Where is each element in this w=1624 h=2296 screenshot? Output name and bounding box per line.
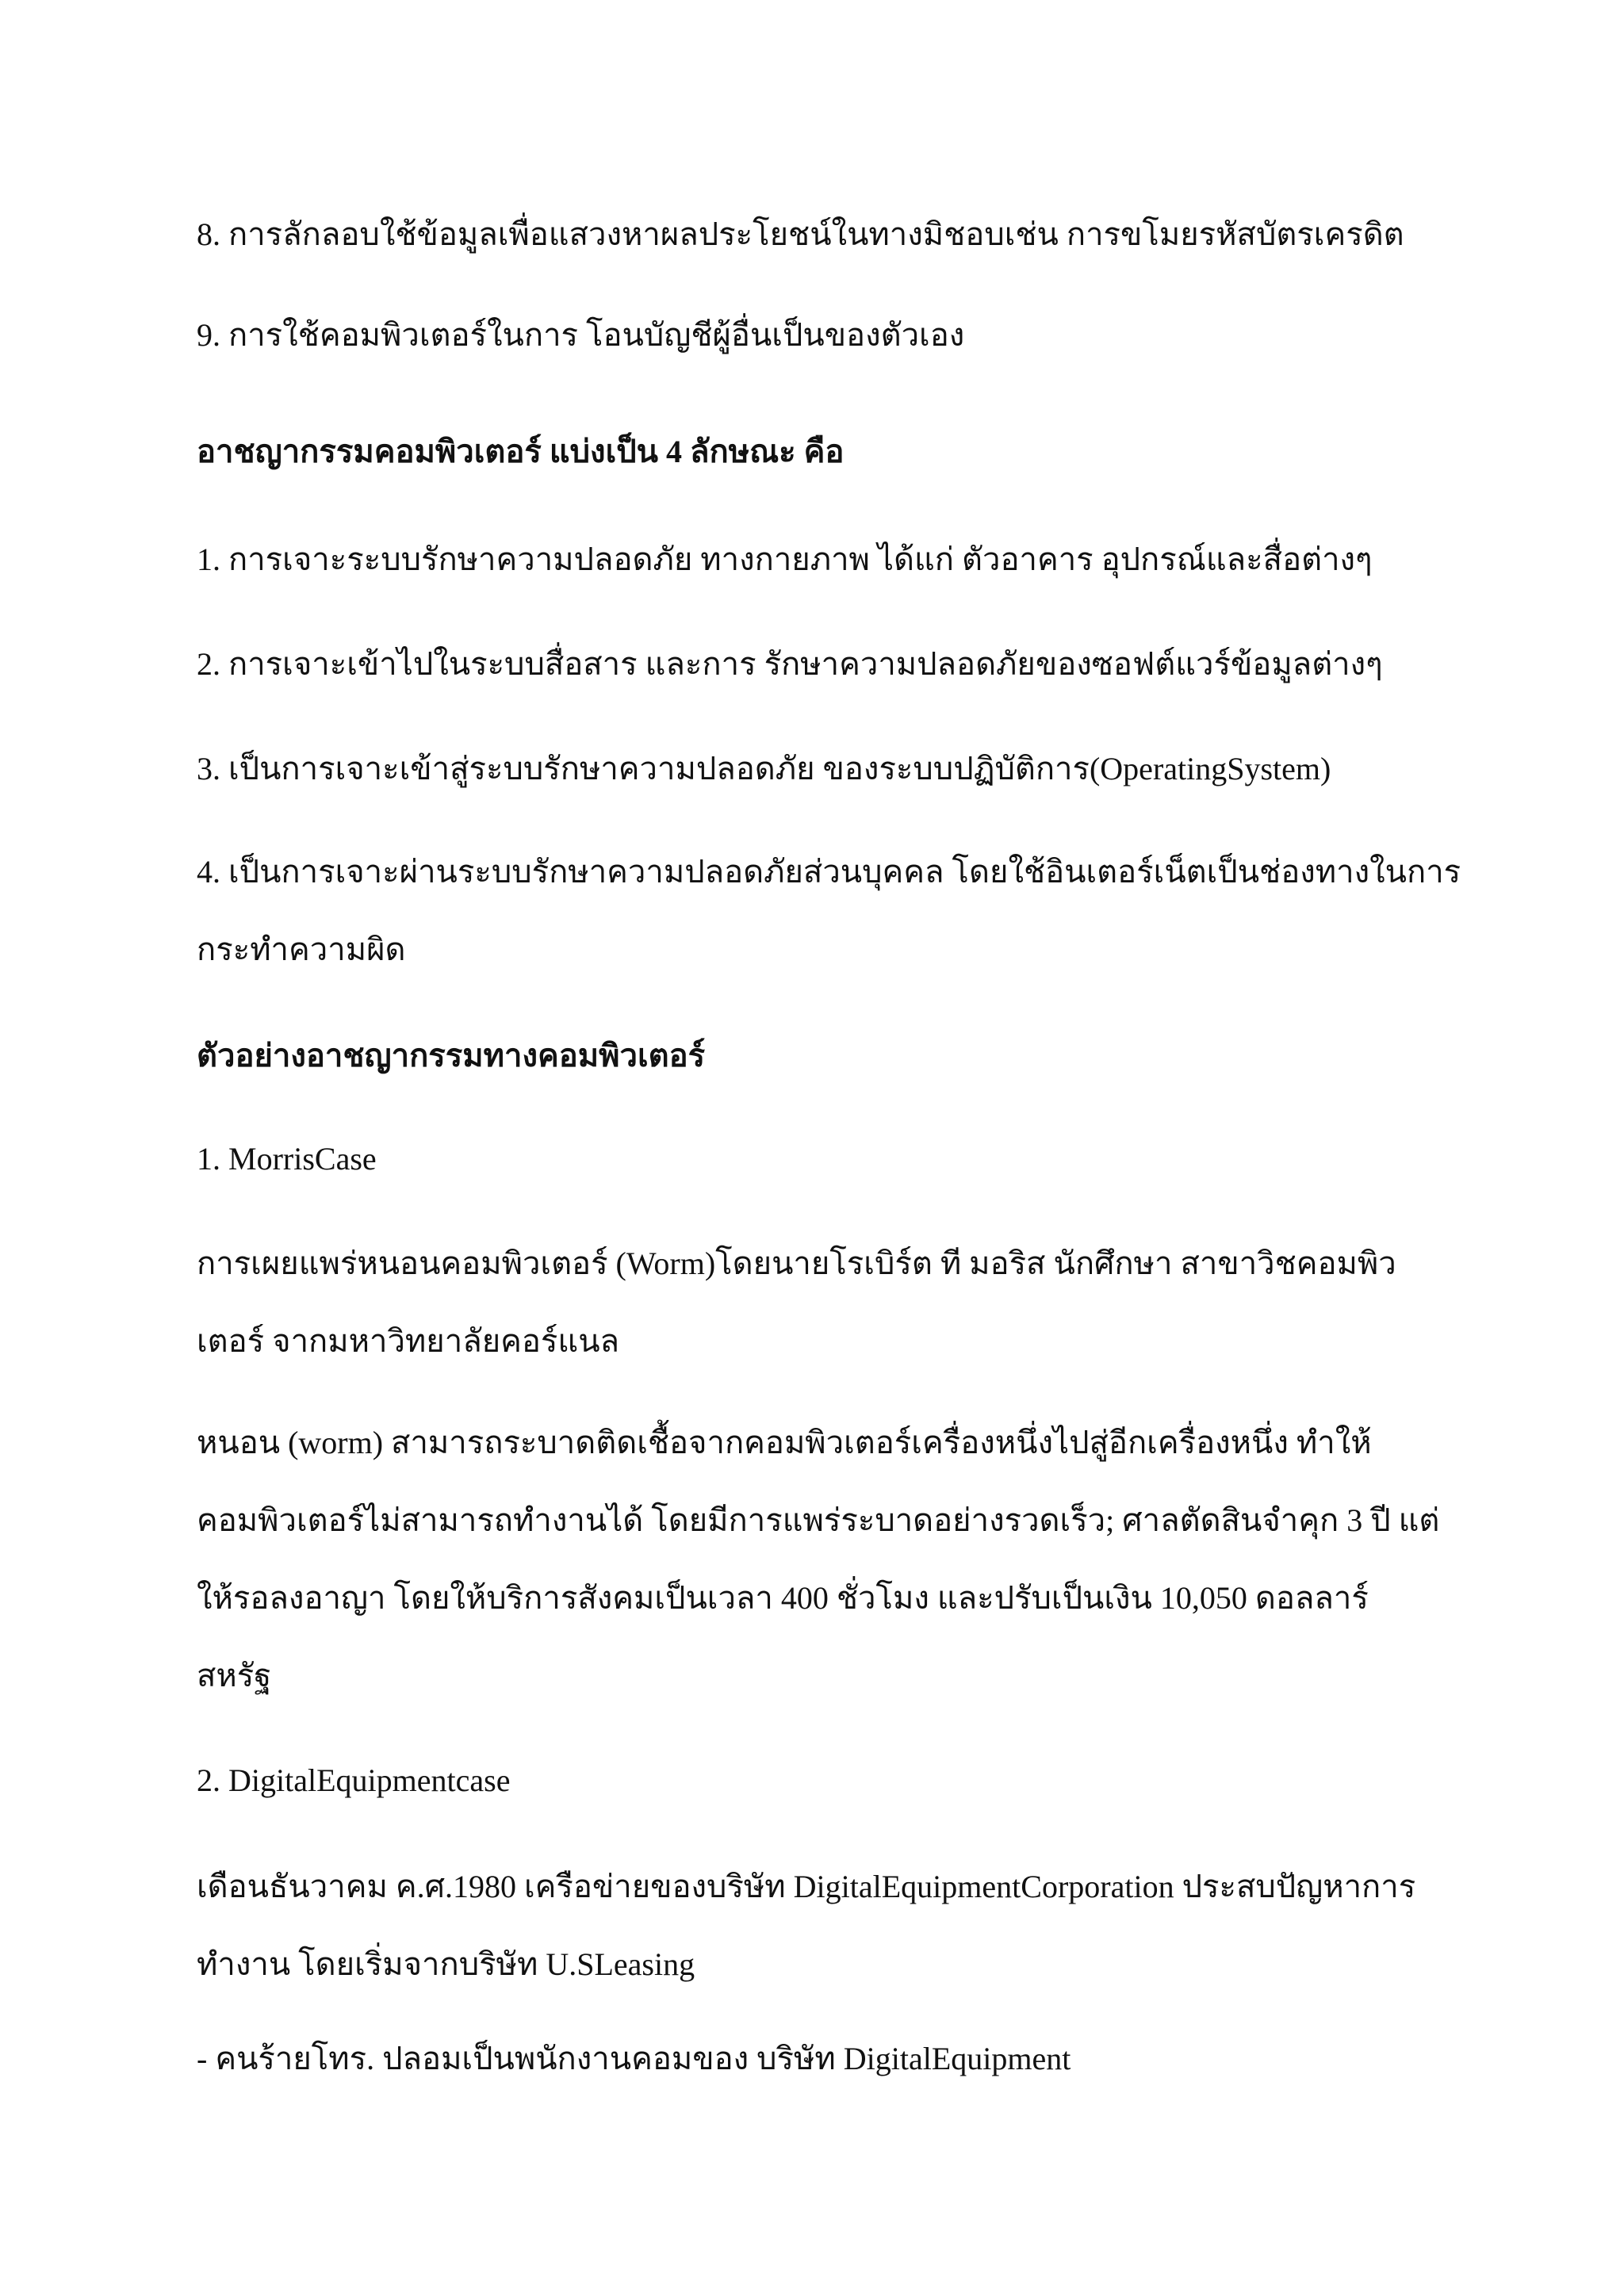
paragraph-item-8 (197, 196, 1450, 274)
text-line: 2. DigitalEquipmentcase (197, 1762, 511, 1798)
paragraph-type-3 (197, 730, 1450, 808)
case-title-digital (197, 1742, 1450, 1820)
paragraph-type-4 (197, 833, 1461, 989)
text-line: - คนร้ายโทร. ปลอมเป็นพนักงานคอมของ บริษัท DigitalEquipment (197, 2041, 1071, 2076)
heading-text: ตัวอย่างอาชญากรรมทางคอมพิวเตอร์ (197, 1038, 706, 1073)
paragraph-digital-detail (197, 2020, 1450, 2098)
text-line: หนอน (worm) สามารถระบาดติดเชื้อจากคอมพิวเตอร์เครื่องหนึ่งไปสู่อีกเครื่องหนึ่ง ทำให้ (197, 1425, 1372, 1460)
text-line: ทำงาน โดยเริ่มจากบริษัท U.SLeasing (197, 1946, 695, 1982)
paragraph-type-2 (197, 626, 1450, 703)
text-line: 1. การเจาะระบบรักษาความปลอดภัย ทางกายภาพ ได้แก่ ตัวอาคาร อุปกรณ์และสื่อต่างๆ (197, 541, 1373, 577)
paragraph-morris-intro (197, 1225, 1450, 1380)
text-line: 3. เป็นการเจาะเข้าสู่ระบบรักษาความปลอดภัย ของระบบปฏิบัติการ(OperatingSystem) (197, 751, 1331, 786)
text-line: 1. MorrisCase (197, 1141, 377, 1177)
text-line: กระทำความผิด (197, 932, 406, 967)
text-line: สหรัฐ (197, 1658, 272, 1693)
text-line: การเผยแพร่หนอนคอมพิวเตอร์ (Worm)โดยนายโรเบิร์ต ที มอริส นักศึกษา สาขาวิชคอมพิว (197, 1246, 1396, 1281)
text-line: คอมพิวเตอร์ไม่สามารถทำงานได้ โดยมีการแพร่ระบาดอย่างรวดเร็ว; ศาลตัดสินจำคุก 3 ปี แต่ (197, 1502, 1440, 1538)
section-heading-examples (197, 1017, 1450, 1095)
case-title-morris (197, 1120, 1450, 1198)
text-line: 9. การใช้คอมพิวเตอร์ในการ โอนบัญชีผู้อื่นเป็นของตัวเอง (197, 317, 965, 353)
paragraph-digital-intro (197, 1848, 1450, 2003)
text-line: 2. การเจาะเข้าไปในระบบสื่อสาร และการ รักษาความปลอดภัยของซอฟต์แวร์ข้อมูลต่างๆ (197, 646, 1383, 682)
text-line: ให้รอลงอาญา โดยให้บริการสังคมเป็นเวลา 400 ชั่วโมง และปรับเป็นเงิน 10,050 ดอลลาร์ (197, 1580, 1369, 1616)
paragraph-morris-detail (197, 1404, 1450, 1715)
text-line: เดือนธันวาคม ค.ศ.1980 เครือข่ายของบริษัท DigitalEquipmentCorporation ประสบปัญหาการ (197, 1869, 1416, 1904)
text-line: 4. เป็นการเจาะผ่านระบบรักษาความปลอดภัยส่วนบุคคล โดยใช้อินเตอร์เน็ตเป็นช่องทางในการ (197, 854, 1461, 890)
text-line: เตอร์ จากมหาวิทยาลัยคอร์แนล (197, 1323, 620, 1359)
section-heading-types (197, 413, 1450, 491)
heading-text: อาชญากรรมคอมพิวเตอร์ แบ่งเป็น 4 ลักษณะ คือ (197, 434, 845, 469)
paragraph-type-1 (197, 521, 1450, 599)
text-line: 8. การลักลอบใช้ข้อมูลเพื่อแสวงหาผลประโยชน์ในทางมิชอบเช่น การขโมยรหัสบัตรเครดิต (197, 216, 1404, 252)
paragraph-item-9 (197, 297, 1450, 374)
